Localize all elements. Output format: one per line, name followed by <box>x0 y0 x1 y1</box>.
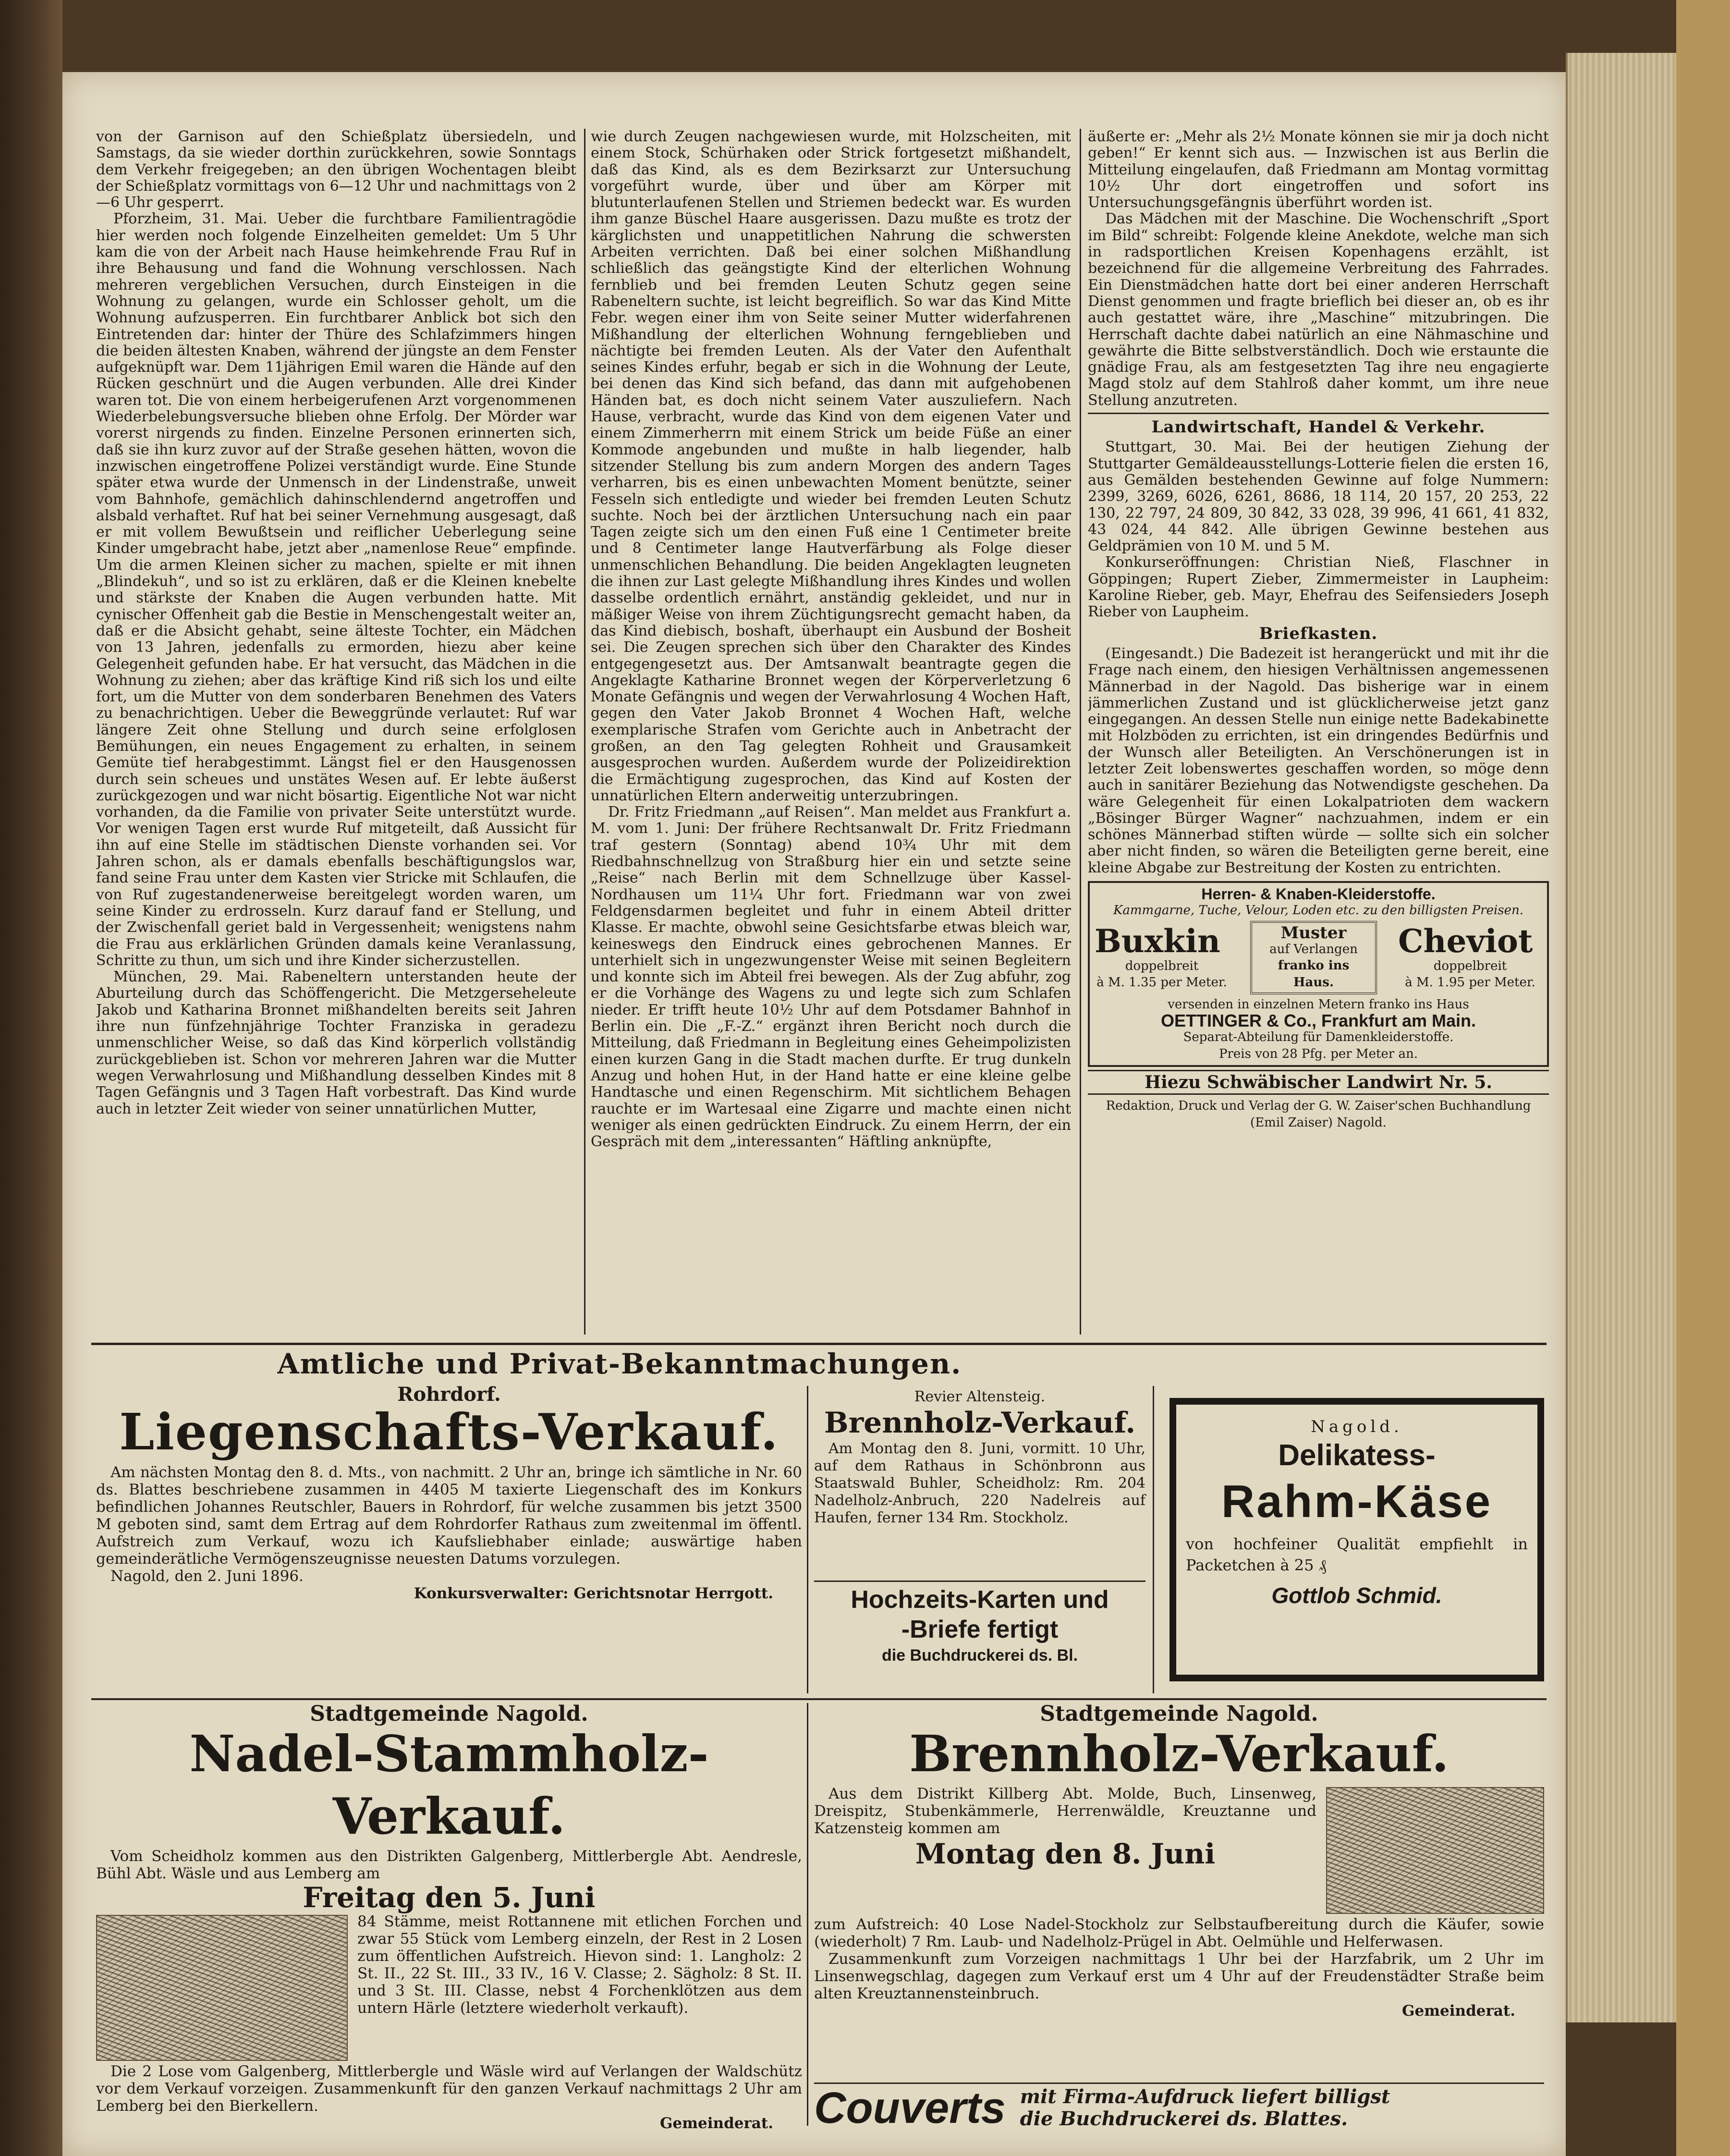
ad-body: Vom Scheidholz kommen aus den Distrikten Galgenberg, Mittlerbergle Abt. Aendresle, Bühl Abt. Wäsle und aus Lemberg am <box>96 1848 802 1882</box>
ad-body: Zusammenkunft zum Vorzeigen nachmittags 1 Uhr bei der Harzfabrik, um 2 Uhr im Linsenwegschlag, dagegen zum Verkauf erst um 4 Uhr auf der Freudenstädter Straße beim alten Kreuztannensteinbruch. <box>814 1950 1544 2002</box>
column-divider <box>584 129 585 1335</box>
ad-date: Montag den 8. Juni <box>915 1838 1216 1870</box>
section-title: Landwirtschaft, Handel & Verkehr. <box>1151 417 1486 437</box>
article-paragraph: wie durch Zeugen nachgewiesen wurde, mit Holzscheiten, mit einem Stock, Schürhaken oder Strick fortgesetzt mißhandelt, daß das Kind, als es dem Bezirksarzt zur Untersuchung vorgeführt wurde, über und über am Körper mit blutunterlaufenen Stellen und Striemen bedeckt war. Es wurden ihm ganze Büschel Haare ausgerissen. Dazu mußte es trotz der kärglichsten und unappetitlichen Nahrung die schwersten Arbeiten verrichten. Daß bei einer solchen Mißhandlung schließlich das geängstigte Kind der elterlichen Wohnung fernblieb und bei fremden Leuten Schutz gegen seine Rabeneltern suchte, ist leicht begreiflich. So war das Kind Mitte Febr. wegen einer ihm von Seite seiner Mutter widerfahrenen Mißhandlung der elterlichen Wohnung ferngeblieben und nächtigte bei fremden Leuten. Als der Vater den Aufenthalt seines Kindes erfuhr, begab er sich in die Wohnung der Leute, bei denen das Kind sich befand, das dann mit aufgehobenen Händen bat, es doch nicht seinem Vater auszuliefern. Nach Hause, verbracht, wurde das Kind von dem eigenen Vater und einem Zimmerherrn mit einem Strick um beide Füße an einer Kommode angebunden und mußte in halb liegender, halb sitzender Stellung bis zum andern Morgen des andern Tages verharren, bis es einen unbewachten Moment benützte, seiner Fesseln sich entledigte und wieder bei fremden Leuten Schutz suchte. Noch bei der ärztlichen Untersuchung nach ein paar Tagen zeigte sich um den einen Fuß eine 1 Centimeter breite und 8 Centimeter lange Hautverfärbung als Folge dieser unmenschlichen Behandlung. Die beiden Angeklagten leugneten die ihnen zur Last gelegte Mißhandlung ihres Kindes und wollen dasselbe ordentlich ernährt, anständig gekleidet, und nur in mäßiger Weise von ihrem Züchtigungsrecht gemacht haben, da das Kind diebisch, boshaft, überhaupt ein Ausbund der Bosheit sei. Die Zeugen sprechen sich über den Charakter des Kindes entgegengesetzt aus. Der Amtsanwalt beantragte gegen die Angeklagte Katharine Bronnet wegen der Körperverletzung 6 Monate Gefängnis und wegen der Verwahrlosung 4 Wochen Haft, gegen den Vater Jakob Bronnet 4 Wochen Haft, welche exemplarische Strafen vom Gerichte auch in Anbetracht der großen, an den Tag gelegten Rohheit und Grausamkeit ausgesprochen wurden. Außerdem wurde der Polizeidirektion die Ermächtigung zugesprochen, das Kind auf Kosten der unnatürlichen Eltern anderweitig unterzubringen. <box>591 129 1071 804</box>
ad-text: auf Verlangen <box>1269 942 1358 956</box>
ad-body: Die 2 Lose vom Galgenberg, Mittlerbergle und Wäsle wird auf Verlangen der Waldschütz vor dem Verkauf vorzeigen. Zusammenkunft für den ganzen Verkauf nachmittags 2 Uhr am Lemberg bei den Bierkellern. <box>96 2063 802 2115</box>
newspaper-page <box>62 72 1566 2156</box>
supplement-note: Hiezu Schwäbischer Landwirt Nr. 5. <box>1145 1072 1492 1093</box>
article-muenchen: München, 29. Mai. Rabeneltern unterstanden heute der Aburteilung durch das Schöffengericht. Die Metzgerseheleute Jakob und Katharina Bronnet mißhandelten bereits seit Jahren ihre nun fünfzehnjährige Tochter Franziska in geradezu unmenschlicher Weise, so daß das Kind körperlich vollständig zurückgeblieben ist. Schon vor mehreren Jahren war die Mutter wegen Verwahrlosung und Mißhandlung desselben Kindes mit 8 Tagen Gefängnis und 3 Tagen Haft vorbestraft. Das Kind wurde auch in letzter Zeit wieder von seiner unnatürlichen Mutter, <box>96 968 576 1117</box>
column-divider <box>1153 1386 1154 1693</box>
ad-text: Muster <box>1280 923 1347 943</box>
ad-price: à M. 1.35 per Meter. <box>1096 975 1227 990</box>
page-edges <box>1566 53 1678 2022</box>
ad-hochzeit <box>814 1580 1145 1690</box>
ad-date: Freitag den 5. Juni <box>303 1881 596 1914</box>
article-briefkasten: (Eingesandt.) Die Badezeit ist herangerückt und mit ihr die Frage nach einem, den hiesigen Verhältnissen angemessenen Männerbad in der Nagold. Das bisherige war in einem jämmerlichen Zustand und ist glücklicherweise jetzt ganz eingegangen. An dessen Stelle nun einige nette Badekabinette mit Holzböden zu errichten, ist ein dringendes Bedürfnis und der Wunsch aller Beteiligten. An Verschönerungen ist in letzter Zeit lobenswertes geschaffen worden, so möge denn auch in sanitärer Beziehung das Notwendigste geschehen. Da wäre Gelegenheit für einen Lokalpatrioten dem wackern „Bösinger Bürger Wagner“ nachzuahmen, indem er ein schönes Männerbad stiften würde — sollte sich ein solcher aber nicht finden, so wären die Beteiligten gerne bereit, eine kleine Abgabe zur Bestreitung der Kosten zu entrichten. <box>1088 645 1549 876</box>
ad-rohrdorf <box>96 1383 802 1693</box>
ad-place: Revier Altensteig. <box>914 1388 1046 1405</box>
article-paragraph: von der Garnison auf den Schießplatz übersiedeln, und Samstags, da sie wieder dorthin zurückkehren, sowie Sonntags dem Verkehr freigegeben; an den übrigen Wochentagen bleibt der Schießplatz vormittags von 6—12 Uhr und nachmittags von 2—6 Uhr gesperrt. <box>96 129 576 211</box>
ad-subtitle: Kammgarne, Tuche, Velour, Loden etc. zu den billigsten Preisen. <box>1113 903 1524 918</box>
column-3 <box>1088 129 1549 1339</box>
ad-body: Aus dem Distrikt Killberg Abt. Molde, Buch, Linsenweg, Dreispitz, Stubenkämmerle, Herrenwäldle, Kreuztanne und Katzensteig kommen am <box>814 1785 1316 1837</box>
ad-text: Preis von 28 Pfg. per Meter an. <box>1219 1046 1418 1061</box>
section-divider <box>91 1698 1547 1700</box>
column-1 <box>96 129 576 1330</box>
ad-place: Rohrdorf. <box>397 1383 501 1406</box>
ad-place: Stadtgemeinde Nagold. <box>1040 1702 1318 1726</box>
ad-title: Couverts <box>814 2083 1006 2132</box>
ad-date: Nagold, den 2. Juni 1896. <box>110 1568 304 1585</box>
section-divider <box>91 1343 1547 1345</box>
ad-text: doppelbreit <box>1433 958 1507 973</box>
ad-company: OETTINGER & Co., Frankfurt am Main. <box>1160 1011 1476 1031</box>
ad-line: -Briefe fertigt <box>901 1616 1059 1643</box>
ad-title: Liegenschafts-Verkauf. <box>119 1402 779 1461</box>
ad-title: Nadel-Stammholz-Verkauf. <box>189 1724 709 1846</box>
ad-line: die Buchdruckerei ds. Blattes. <box>1020 2107 1348 2130</box>
ad-text: Separat-Abteilung für Damenkleiderstoffe. <box>1183 1030 1454 1045</box>
ad-couverts <box>814 2082 1544 2132</box>
ad-title: Brennholz-Verkauf. <box>824 1406 1136 1440</box>
ad-body: von hochfeiner Qualität empfiehlt in Packetchen à 25 ₰ <box>1186 1535 1528 1574</box>
ad-line: Hochzeits-Karten und <box>851 1586 1109 1614</box>
column-divider <box>807 1703 808 2126</box>
ad-signature: Gemeinderat. <box>1402 2002 1515 2020</box>
ad-kaese <box>1170 1398 1544 1681</box>
ad-signature: Konkursverwalter: Gerichtsnotar Herrgott. <box>414 1585 773 1602</box>
ad-place: Stadtgemeinde Nagold. <box>310 1702 588 1726</box>
ad-body: 84 Stämme, meist Rottannene mit etlichen Forchen und zwar 55 Stück vom Lemberg einzeln, der Rest in 2 Losen zum öffentlichen Aufstreich. Hievon sind: 1. Langholz: 2 St. II., 22 St. III., 33 IV., 16 V. Classe; 2. Sägholz: 8 St. II. und 3 St. III. Classe, nebst 4 Forchenklötzen aus dem untern Härle (letztere wiederholt verkauft). <box>357 1913 802 2017</box>
ad-line: mit Firma-Aufdruck liefert billigst <box>1020 2085 1390 2108</box>
ad-nadel-stammholz <box>96 1702 802 2132</box>
ad-body: Am nächsten Montag den 8. d. Mts., von nachmitt. 2 Uhr an, bringe ich sämtliche in Nr. 60 ds. Blattes beschriebene zusammen in 4405 M taxierte Liegenschaft des im Konkurs befindlichen Johannes Reutschler, Bauers in Rohrdorf, für welche zusammen bis jetzt 3500 M geboten sind, samt dem Ertrag auf dem Rohrdorfer Rathaus zum zweitenmal im öffentl. Aufstreich zum Verkauf, wozu ich Kaufsliebhaber einlade; auswärtige haben gemeinderätliche Vermögenszeugnisse neuesten Datums vorzulegen. <box>96 1464 802 1568</box>
ad-text: franko ins Haus. <box>1278 958 1350 990</box>
ad-altensteig <box>814 1388 1145 1571</box>
book-binding <box>0 0 62 2156</box>
column-2 <box>591 129 1071 1330</box>
article-paragraph: äußerte er: „Mehr als 2½ Monate können sie mir ja doch nicht geben!“ Er kennt sich aus. — Inzwischen ist aus Berlin die Mitteilung eingelaufen, daß Friedmann am Montag vormittag 10½ Uhr dort eingetroffen und sofort ins Untersuchungsgefängnis überführt worden ist. <box>1088 129 1549 211</box>
ad-text: versenden in einzelnen Metern franko ins Haus <box>1168 997 1469 1012</box>
section-title: Briefkasten. <box>1259 624 1378 643</box>
article-konkurs: Konkurseröffnungen: Christian Nieß, Flaschner in Göppingen; Rupert Zieber, Zimmermeister in Laupheim: Karoline Rieber, geb. Mayr, Ehefrau des Seifensieders Joseph Rieber von Laupheim. <box>1088 554 1549 621</box>
woodcut-illustration <box>1326 1787 1544 1914</box>
ad-place: Nagold. <box>1311 1417 1403 1436</box>
article-pforzheim: Pforzheim, 31. Mai. Ueber die furchtbare Familientragödie hier werden noch folgende Einzelheiten gemeldet: Um 5 Uhr kam die von der Arbeit nach Hause heimkehrende Frau Ruf in ihre Behausung und fand die Wohnung verschlossen. Nach mehreren vergeblichen Versuchen, durch Einsteigen in die Wohnung zu gelangen, wurde ein Schlosser geholt, um die Wohnung aufzusperren. Ein furchtbarer Anblick bot sich den Eintretenden dar: hinter der Thüre des Schlafzimmers hingen die beiden ältesten Knaben, während der jüngste an dem Fenster aufgeknüpft war. Dem 11jährigen Emil waren die Hände auf den Rücken geschnürt und die Augen verbunden. Alle drei Kinder waren tot. Die von einem herbeigerufenen Arzt vorgenommenen Wiederbelebungsversuche blieben ohne Erfolg. Der Mörder war vorerst nirgends zu finden. Einzelne Personen erinnerten sich, daß sie ihn kurz zuvor auf der Straße gesehen hätten, wovon die inzwischen eingetroffene Polizei verständigt wurde. Eine Stunde später etwa wurde der Unmensch in der Lindenstraße, unweit vom Bahnhofe, gemächlich dahinschlendernd angetroffen und alsbald verhaftet. Ruf hat bei seiner Vernehmung ausgesagt, daß er mit vollem Bewußtsein und reiflicher Ueberlegung seine Kinder umgebracht habe, jetzt aber „namenlose Reue“ empfinde. Um die armen Kleinen sicher zu machen, spielte er mit ihnen „Blindekuh“, und so ist zu erklären, daß er die Kleinen knebelte und stärkste der Knaben die Augen verbunden hatte. Mit cynischer Offenheit gab die Bestie in Menschengestalt weiter an, daß er die Absicht gehabt, seine älteste Tochter, ein Mädchen von 13 Jahren, jedenfalls zu ermorden, hiezu aber keine Gelegenheit gefunden habe. Er hat versucht, das Mädchen in die Wohnung zu ziehen; aber das kräftige Kind riß sich los und eilte fort, um die Mutter von dem sonderbaren Benehmen des Vaters zu benachrichtigen. Ueber die Beweggründe verlautet: Ruf war längere Zeit ohne Stellung und durch seine erfolglosen Bemühungen, ein neues Engagement zu erhalten, in seinem Gemüte tief herabgestimmt. Längst fiel er den Hausgenossen durch sein scheues und unstätes Wesen auf. Er lebte äußerst zurückgezogen und war nicht bösartig. Eigentliche Not war nicht vorhanden, da die Familie von privater Seite unterstützt wurde. Vor wenigen Tagen erst wurde Ruf mitgeteilt, daß Aussicht für ihn auf eine Stelle im städtischen Dienste vorhanden sei. Vor Jahren schon, als er damals ebenfalls beschäftigungslos war, fand seine Frau unter dem Kasten vier Stricke mit Schlaufen, die von Ruf zugestandenerweise bereitgelegt worden waren, um seine Kinder zu erdrosseln. Kurz darauf fand er Stellung, und der Zwischenfall geriet bald in Vergessenheit; wenigstens nahm die Frau aus erklärlichen Gründen damals keine Veranlassung, Schritte zu thun, um sich und ihre Kinder sicherzustellen. <box>96 210 576 969</box>
ad-buxkin: Buxkin <box>1095 922 1220 960</box>
ad-text: doppelbreit <box>1125 958 1199 973</box>
book-cover <box>1676 0 1730 2156</box>
ad-line: Delikatess- <box>1278 1439 1436 1472</box>
ad-signature: Gemeinderat. <box>660 2115 773 2132</box>
ad-body: zum Aufstreich: 40 Lose Nadel-Stockholz zur Selbstaufbereitung durch die Käufer, sowie (wiederholt) 7 Rm. Laub- und Nadelholz-Prügel in Abt. Oelmühle und Helferwasen. <box>814 1916 1544 1950</box>
ad-title: Herren- & Knaben-Kleiderstoffe. <box>1201 885 1436 903</box>
ad-signature: Gottlob Schmid. <box>1271 1583 1442 1608</box>
ad-price: à M. 1.95 per Meter. <box>1405 975 1535 990</box>
article-stuttgart: Stuttgart, 30. Mai. Bei der heutigen Ziehung der Stuttgarter Gemäldeausstellungs-Lotterie fielen die ersten 16, aus Gemälden bestehenden Gewinne auf folge Nummern: 2399, 3269, 6026, 6261, 8686, 18 114, 20 157, 20 253, 22 130, 22 797, 24 809, 30 842, 33 028, 39 996, 41 661, 41 832, 43 024, 44 842. Alle übrigen Gewinne bestehen aus Geldprämien von 10 M. und 5 M. <box>1088 439 1549 555</box>
ad-line: die Buchdruckerei ds. Bl. <box>881 1646 1078 1665</box>
ad-cheviot: Cheviot <box>1398 922 1533 960</box>
article-friedmann: Dr. Fritz Friedmann „auf Reisen“. Man meldet aus Frankfurt a. M. vom 1. Juni: Der frühere Rechtsanwalt Dr. Fritz Friedmann traf gestern (Sonntag) abend 10¾ Uhr mit dem Riedbahnschnellzug von Straßburg hier ein und setzte seine „Reise“ nach Berlin mit dem Schnellzuge über Kassel-Nordhausen um 11¼ Uhr fort. Friedmann war von zwei Feldgensdarmen begleitet und fuhr in einem Abteil dritter Klasse. Er machte, obwohl seine Gesichtsfarbe etwas bleich war, keineswegs den Eindruck eines gebrochenen Mannes. Er unterhielt sich in ungezwungenster Weise mit seinen Begleitern und konnte sich im Abteil frei bewegen. Als der Zug abfuhr, zog er die Vorhänge des Wagens zu und legte sich zum Schlafen nieder. Er trifft heute 10½ Uhr auf dem Potsdamer Bahnhof in Berlin ein. Die „F.-Z.“ ergänzt ihren Bericht noch durch die Mitteilung, daß Friedmann in Begleitung eines Geheimpolizisten einen kurzen Gang in die Stadt machen durfte. Er trug dunkeln Anzug und hohen Hut, in der Hand hatte er eine kleine gelbe Handtasche und einen Regenschirm. Mit sichtlichem Behagen rauchte er im Wartesaal eine Zigarre und machte einen nicht weniger als einen gedrückten Eindruck. Zu einem Herrn, der ein Gespräch mit dem „interessanten“ Häftling anknüpfte, <box>591 804 1071 1151</box>
announcements-header: Amtliche und Privat-Bekanntmachungen. <box>277 1348 962 1380</box>
ad-title: Brennholz-Verkauf. <box>909 1724 1449 1783</box>
column-divider <box>1080 129 1081 1335</box>
ad-brennholz <box>814 1702 1544 2080</box>
woodcut-illustration <box>96 1915 348 2061</box>
ad-kleiderstoffe <box>1088 881 1549 1067</box>
imprint: Redaktion, Druck und Verlag der G. W. Zaiser'schen Buchhandlung (Emil Zaiser) Nagold. <box>1106 1099 1531 1130</box>
ad-body: Am Montag den 8. Juni, vormitt. 10 Uhr, auf dem Rathaus in Schönbronn aus Staatswald Buhler, Scheidholz: Rm. 204 Nadelholz-Anbruch, 220 Nadelreis auf Haufen, ferner 134 Rm. Stockholz. <box>814 1440 1145 1526</box>
article-maschine: Das Mädchen mit der Maschine. Die Wochenschrift „Sport im Bild“ schreibt: Folgende kleine Anekdote, welche man sich in radsportlichen Kreisen Kopenhagens erzählt, ist bezeichnend für die allgemeine Verbreitung des Fahrrades. Ein Dienstmädchen hatte dort bei einer anderen Herrschaft Dienst genommen und fragte brieflich bei dieser an, ob es ihr auch gestattet wäre, ihre „Maschine“ mitzubringen. Die Herrschaft dachte dabei natürlich an eine Nähmaschine und gewährte die Bitte selbstverständlich. Doch wie erstaunte die gnädige Frau, als am festgesetzten Tag ihre neu engagierte Magd stolz auf dem Stahlroß daher kommt, um ihre neue Stellung anzutreten. <box>1088 210 1549 409</box>
column-divider <box>807 1386 808 1693</box>
ad-title: Rahm-Käse <box>1221 1476 1493 1527</box>
